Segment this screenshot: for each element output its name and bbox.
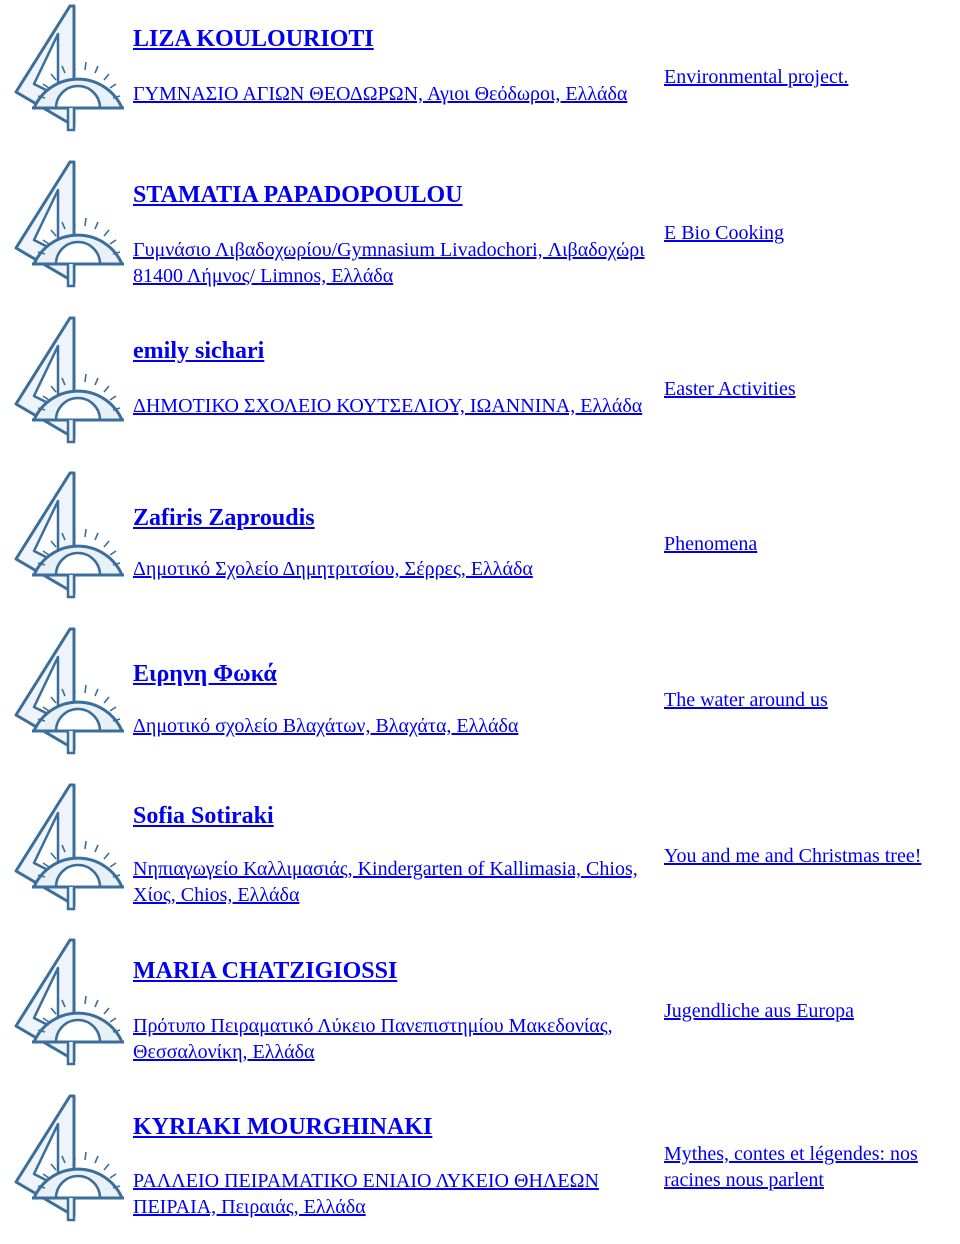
set-square-protractor-icon [12, 4, 124, 136]
participant-name-link[interactable]: MARIA CHATZIGIOSSI [133, 958, 398, 984]
set-square-protractor-icon [12, 1094, 124, 1226]
entry-row [0, 160, 960, 310]
project-link[interactable]: You and me and Christmas tree! [664, 845, 922, 867]
school-link[interactable]: Πρότυπο Πειραματικό Λύκειο Πανεπιστημίου Μακεδονίας, Θεσσαλονίκη, Ελλάδα [133, 1015, 613, 1063]
entry-row [0, 783, 960, 933]
entry-row [0, 938, 960, 1088]
participant-name-link[interactable]: LIZA KOULOURIOTI [133, 26, 374, 52]
participant-name-link[interactable]: emily sichari [133, 338, 265, 364]
set-square-protractor-icon [12, 938, 124, 1070]
project-link[interactable]: Mythes, contes et légendes: nos racines nous parlent [664, 1143, 918, 1191]
school-link[interactable]: Νηπιαγωγείο Καλλιμασιάς, Kindergarten of Kallimasia, Chios, Χίος, Chios, Ελλάδα [133, 858, 638, 906]
set-square-protractor-icon [12, 471, 124, 603]
entry-row [0, 627, 960, 777]
set-square-protractor-icon [12, 316, 124, 448]
entry-row [0, 4, 960, 154]
set-square-protractor-icon [12, 160, 124, 292]
project-link[interactable]: The water around us [664, 689, 828, 711]
project-link[interactable]: Phenomena [664, 533, 758, 555]
school-link[interactable]: ΓΥΜΝΑΣΙΟ ΑΓΙΩΝ ΘΕΟΔΩΡΩΝ, Αγιοι Θεόδωροι, Ελλάδα [133, 83, 628, 105]
entry-row [0, 471, 960, 621]
school-link[interactable]: Δημοτικό Σχολείο Δημητριτσίου, Σέρρες, Ελλάδα [133, 558, 533, 580]
participant-name-link[interactable]: Sofia Sotiraki [133, 803, 274, 829]
participant-name-link[interactable]: KYRIAKI MOURGHINAKI [133, 1114, 433, 1140]
project-link[interactable]: Easter Activities [664, 378, 796, 400]
project-link[interactable]: E Bio Cooking [664, 222, 785, 244]
participant-name-link[interactable]: Ειρηνη Φωκά [133, 661, 277, 687]
school-link[interactable]: Δημοτικό σχολείο Βλαχάτων, Βλαχάτα, Ελλάδα [133, 715, 519, 737]
project-link[interactable]: Jugendliche aus Europa [664, 1000, 854, 1022]
school-link[interactable]: ΡΑΛΛΕΙΟ ΠΕΙΡΑΜΑΤΙΚΟ ΕΝΙΑΙΟ ΛΥΚΕΙΟ ΘΗΛΕΩΝ ΠΕΙΡΑΙΑ, Πειραιάς, Ελλάδα [133, 1170, 599, 1218]
project-link[interactable]: Environmental project. [664, 66, 849, 88]
school-link[interactable]: Γυμνάσιο Λιβαδοχωρίου/Gymnasium Livadochori, Λιβαδοχώρι 81400 Λήμνος/ Limnos, Ελλάδα [133, 239, 645, 287]
entry-row [0, 316, 960, 466]
school-link[interactable]: ΔΗΜΟΤΙΚΟ ΣΧΟΛΕΙΟ ΚΟΥΤΣΕΛΙΟΥ, ΙΩΑΝΝΙΝΑ, Ελλάδα [133, 395, 643, 417]
set-square-protractor-icon [12, 783, 124, 915]
participant-name-link[interactable]: STAMATIA PAPADOPOULOU [133, 182, 463, 208]
set-square-protractor-icon [12, 627, 124, 759]
participant-name-link[interactable]: Zafiris Zaproudis [133, 505, 315, 531]
